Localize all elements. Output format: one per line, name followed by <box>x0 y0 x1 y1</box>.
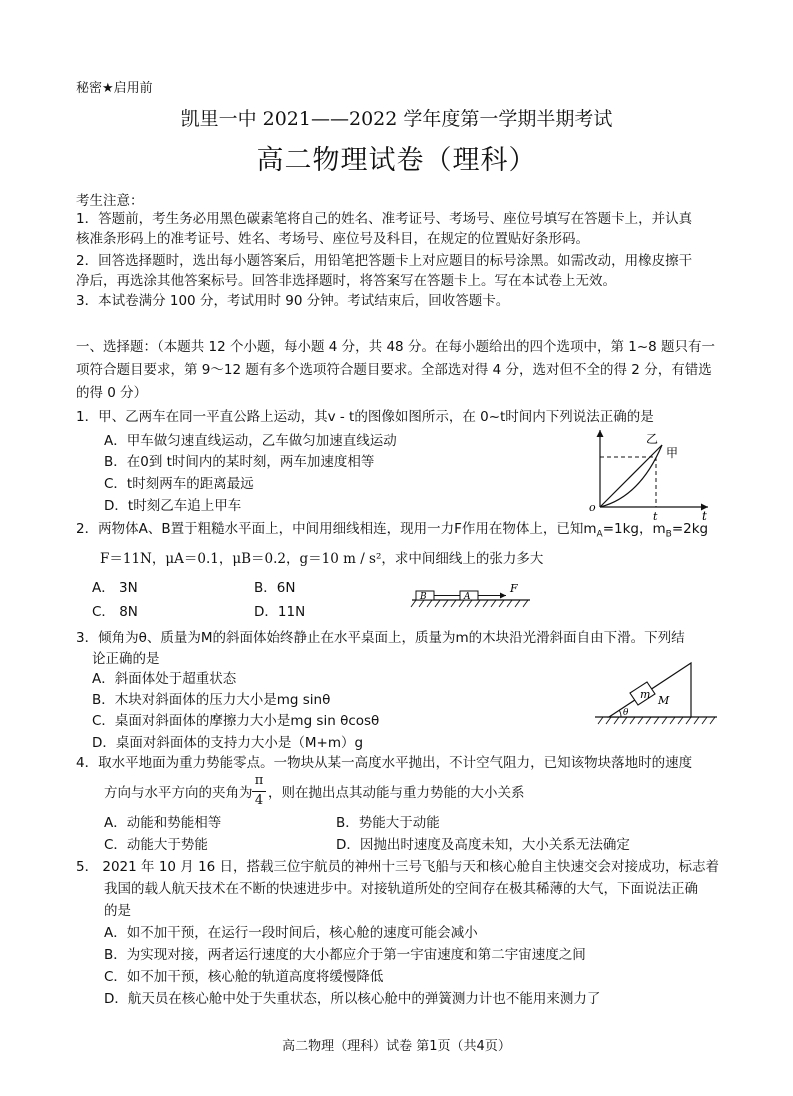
q3-incline-figure <box>595 655 725 725</box>
table-hatch <box>598 717 715 724</box>
q5-stem-2: 我国的载人航天技术在不断的快速进步中。对接轨道所处的空间存在极其稀薄的大气，下面说法正确 <box>104 881 698 897</box>
q1-vt-figure <box>580 425 715 525</box>
notice-item-3: 3．本试卷满分 100 分，考试用时 90 分钟。考试结束后，回收答题卡。 <box>76 293 510 309</box>
q4-stem-2-post: ，则在抛出点其动能与重力势能的大小关系 <box>268 785 525 801</box>
q2-option-d: D．11N <box>254 604 306 620</box>
section1-line1: 一、选择题：（本题共 12 个小题，每小题 4 分，共 48 分。在每小题给出的四个选项中，第 1~8 题只有一 <box>76 339 716 355</box>
q4-option-a: A．动能和势能相等 <box>104 815 222 831</box>
q5-option-d: D．航天员在核心舱中处于失重状态，所以核心舱中的弹簧测力计也不能用来测力了 <box>104 991 601 1007</box>
notice-item-1b: 核准条形码上的准考证号、姓名、考场号、座位号及科目，在规定的位置贴好条形码。 <box>76 231 589 247</box>
q2-stem-main: 2．两物体A、B置于粗糙水平面上，中间用细线相连，现用一力F作用在物体上，已知m <box>76 521 597 537</box>
label-t-axis: t <box>702 509 707 523</box>
q5-option-c: C．如不加干预，核心舱的轨道高度将缓慢降低 <box>104 969 384 985</box>
q2-given: F＝11N，μA＝0.1，μB＝0.2，g＝10 m / s²，求中间细线上的张力多大 <box>100 551 544 567</box>
q2-stem-tail: =1kg，m <box>602 521 666 537</box>
q2-option-a: A． 3N <box>92 580 138 596</box>
q1-option-a: A．甲车做匀速直线运动，乙车做匀加速直线运动 <box>104 433 397 449</box>
q4-frac-den: 4 <box>254 793 264 808</box>
label-origin: o <box>589 501 596 514</box>
q2-sub-a: A <box>596 529 603 540</box>
q4-frac-bar <box>252 791 266 792</box>
page-footer: 高二物理（理科）试卷 第1页（共4页） <box>282 1039 511 1054</box>
q3-option-b: B．木块对斜面体的压力大小是mg sinθ <box>92 692 331 708</box>
notice-item-1a: 1．答题前，考生务必用黑色碳素笔将自己的姓名、准考证号、考场号、座位号填写在答题卡上，并认真 <box>76 211 693 227</box>
q4-stem-1: 4．取水平地面为重力势能零点。一物块从某一高度水平抛出，不计空气阻力，已知该物块落地时的速度 <box>76 755 693 771</box>
q2-stem-tail2: =2kg <box>671 521 709 537</box>
q2-option-b: B．6N <box>254 580 296 596</box>
q1-option-c: C．t时刻两车的距离最远 <box>104 476 254 492</box>
label-yi: 乙 <box>646 432 659 446</box>
exam-title: 凯里一中 2021——2022 学年度第一学期半期考试 <box>180 108 613 130</box>
label-f: F <box>510 582 518 595</box>
label-m: m <box>640 688 651 701</box>
q1-stem: 1．甲、乙两车在同一平直公路上运动，其v - t的图像如图所示，在 0~t时间内下列说法正确的是 <box>76 409 654 425</box>
q2-stem <box>76 518 708 546</box>
q5-stem-1: 5． 2021 年 10 月 16 日，搭载三位宇航员的神州十三号飞船与天和核心舱自主快速交会对接成功，标志着 <box>76 859 720 875</box>
secret-label: 秘密★启用前 <box>76 81 153 96</box>
q3-stem-2: 论正确的是 <box>92 651 160 667</box>
q3-option-c: C．桌面对斜面体的摩擦力大小是mg sin θcosθ <box>92 713 380 729</box>
notice-item-2a: 2．回答选择题时，选出每小题答案后，用铅笔把答题卡上对应题目的标号涂黑。如需改动，用橡皮擦干 <box>76 253 693 269</box>
q2-blocks-figure <box>410 580 540 610</box>
q3-stem-1: 3．倾角为θ、质量为M的斜面体始终静止在水平桌面上，质量为m的木块沿光滑斜面自由下滑。下列结 <box>76 630 685 646</box>
q5-option-a: A．如不加干预，在运行一段时间后，核心舱的速度可能会减小 <box>104 925 478 941</box>
q1-option-d: D．t时刻乙车追上甲车 <box>104 498 242 514</box>
q3-option-d: D．桌面对斜面体的支持力大小是（M+m）g <box>92 735 364 751</box>
q4-frac-num: π <box>254 773 264 788</box>
label-M: M <box>658 694 670 707</box>
line-yi <box>600 445 662 507</box>
q5-stem-3: 的是 <box>104 903 131 919</box>
q5-option-b: B．为实现对接，两者运行速度的大小都应介于第一宇宙速度和第二宇宙速度之间 <box>104 947 586 963</box>
paper-title: 高二物理试卷（理科） <box>256 145 537 176</box>
label-theta: θ <box>623 708 629 718</box>
label-a: A <box>464 592 471 602</box>
notice-item-2b: 净后，再选涂其他答案标号。回答非选择题时，将答案写在答题卡上。写在本试卷上无效。 <box>76 273 616 289</box>
notice-heading: 考生注意： <box>76 193 144 209</box>
section1-line2: 项符合题目要求，第 9～12 题有多个选项符合题目要求。全部选对得 4 分，选对但不全的得 2 分，有错选 <box>76 362 712 378</box>
q4-option-d: D．因抛出时速度及高度未知，大小关系无法确定 <box>336 837 630 853</box>
q2-option-c: C． 8N <box>92 604 138 620</box>
q4-option-b: B．势能大于动能 <box>336 815 440 831</box>
label-b: B <box>420 592 427 602</box>
q4-option-c: C．动能大于势能 <box>104 837 208 853</box>
q4-stem-2-pre: 方向与水平方向的夹角为 <box>104 785 253 801</box>
q2-sub-b: B <box>665 529 672 540</box>
q3-option-a: A．斜面体处于超重状态 <box>92 671 237 687</box>
label-t-tick: t <box>653 510 658 523</box>
label-jia: 甲 <box>666 446 679 460</box>
section1-line3: 的得 0 分） <box>76 385 148 401</box>
q1-option-b: B．在0到 t时间内的某时刻，两车加速度相等 <box>104 454 375 470</box>
